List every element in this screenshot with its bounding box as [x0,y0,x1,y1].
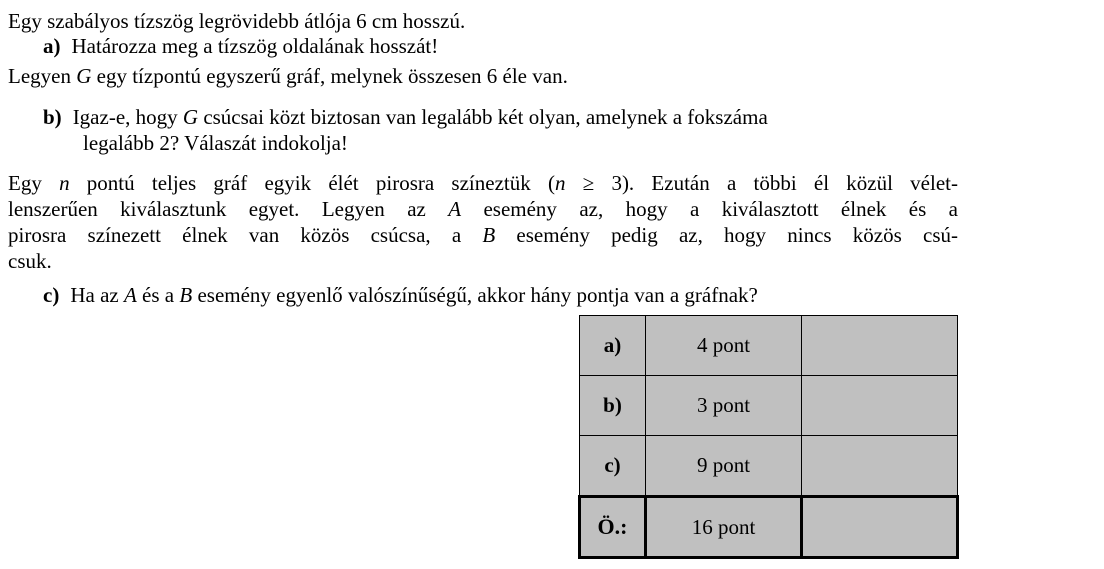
score-row-a [580,316,958,376]
paragraph-c-line2 [8,196,958,222]
score-total-points: 16 pont [646,497,802,558]
part-c-mid: és a [136,283,180,307]
pc-l1-c: ≥ 3). Ezután a többi él közül vélet- [565,171,958,195]
score-row-blank [802,316,958,376]
pc-l1-b: pontú teljes gráf egyik élét pirosra színeztük ( [69,171,555,195]
pc-l1-a: Egy [8,171,60,195]
pc-l1-n: n [59,171,70,195]
score-row-total [580,497,958,558]
score-row-points: 3 pont [646,376,802,436]
part-a-label: a) [43,34,61,58]
score-row-blank [802,376,958,436]
score-table [578,315,959,559]
paragraph-c-line1 [8,170,958,196]
part-b-text-pre: Igaz-e, hogy [72,105,183,129]
pc-l3-a: pirosra színezett élnek van közös csúcsa, a [8,223,483,247]
paragraph-c-line3 [8,222,958,248]
score-row-label: a) [580,316,646,376]
pc-l2-A: A [448,197,462,221]
part-c-pre: Ha az [70,283,124,307]
pc-l2-a: lenszerűen kiválasztunk egyet. Legyen az [8,197,449,221]
part-c [43,282,758,308]
part-a [43,33,438,59]
score-row-points: 4 pont [646,316,802,376]
score-row-c [580,436,958,497]
part-c-B: B [179,283,193,307]
score-row-blank [802,436,958,497]
part-c-A: A [123,283,137,307]
score-row-points: 9 pont [646,436,802,497]
score-row-label: c) [580,436,646,497]
part-b-text-post: csúcsai közt biztosan van legalább két olyan, amelynek a fokszáma [198,105,768,129]
score-row-b [580,376,958,436]
pc-l3-B: B [482,223,496,247]
problem-intro: Egy szabályos tízszög legrövidebb átlója 6 cm hosszú. [8,9,466,33]
score-row-label: b) [580,376,646,436]
graph-intro-var: G [76,64,92,88]
graph-intro [8,63,568,89]
graph-intro-pre: Legyen [8,64,77,88]
pc-l1-n2: n [554,171,566,195]
graph-intro-post: egy tízpontú egyszerű gráf, melynek összesen 6 éle van. [91,64,568,88]
part-a-text: Határozza meg a tízszög oldalának hosszát! [71,34,439,58]
part-b-var: G [182,105,199,129]
part-c-label: c) [43,283,60,307]
score-total-label: Ö.: [580,497,646,558]
part-b-line2: legalább 2? Válaszát indokolja! [83,131,348,155]
pc-l3-b: esemény pedig az, hogy nincs közös csú- [495,223,958,247]
pc-l2-b: esemény az, hogy a kiválasztott élnek és a [461,197,958,221]
part-c-post: esemény egyenlő valószínűségű, akkor hány pontja van a gráfnak? [192,283,758,307]
score-total-blank [802,497,958,558]
part-b-label: b) [43,105,62,129]
part-b-line1 [43,104,768,130]
paragraph-c-line4: csuk. [8,249,52,273]
